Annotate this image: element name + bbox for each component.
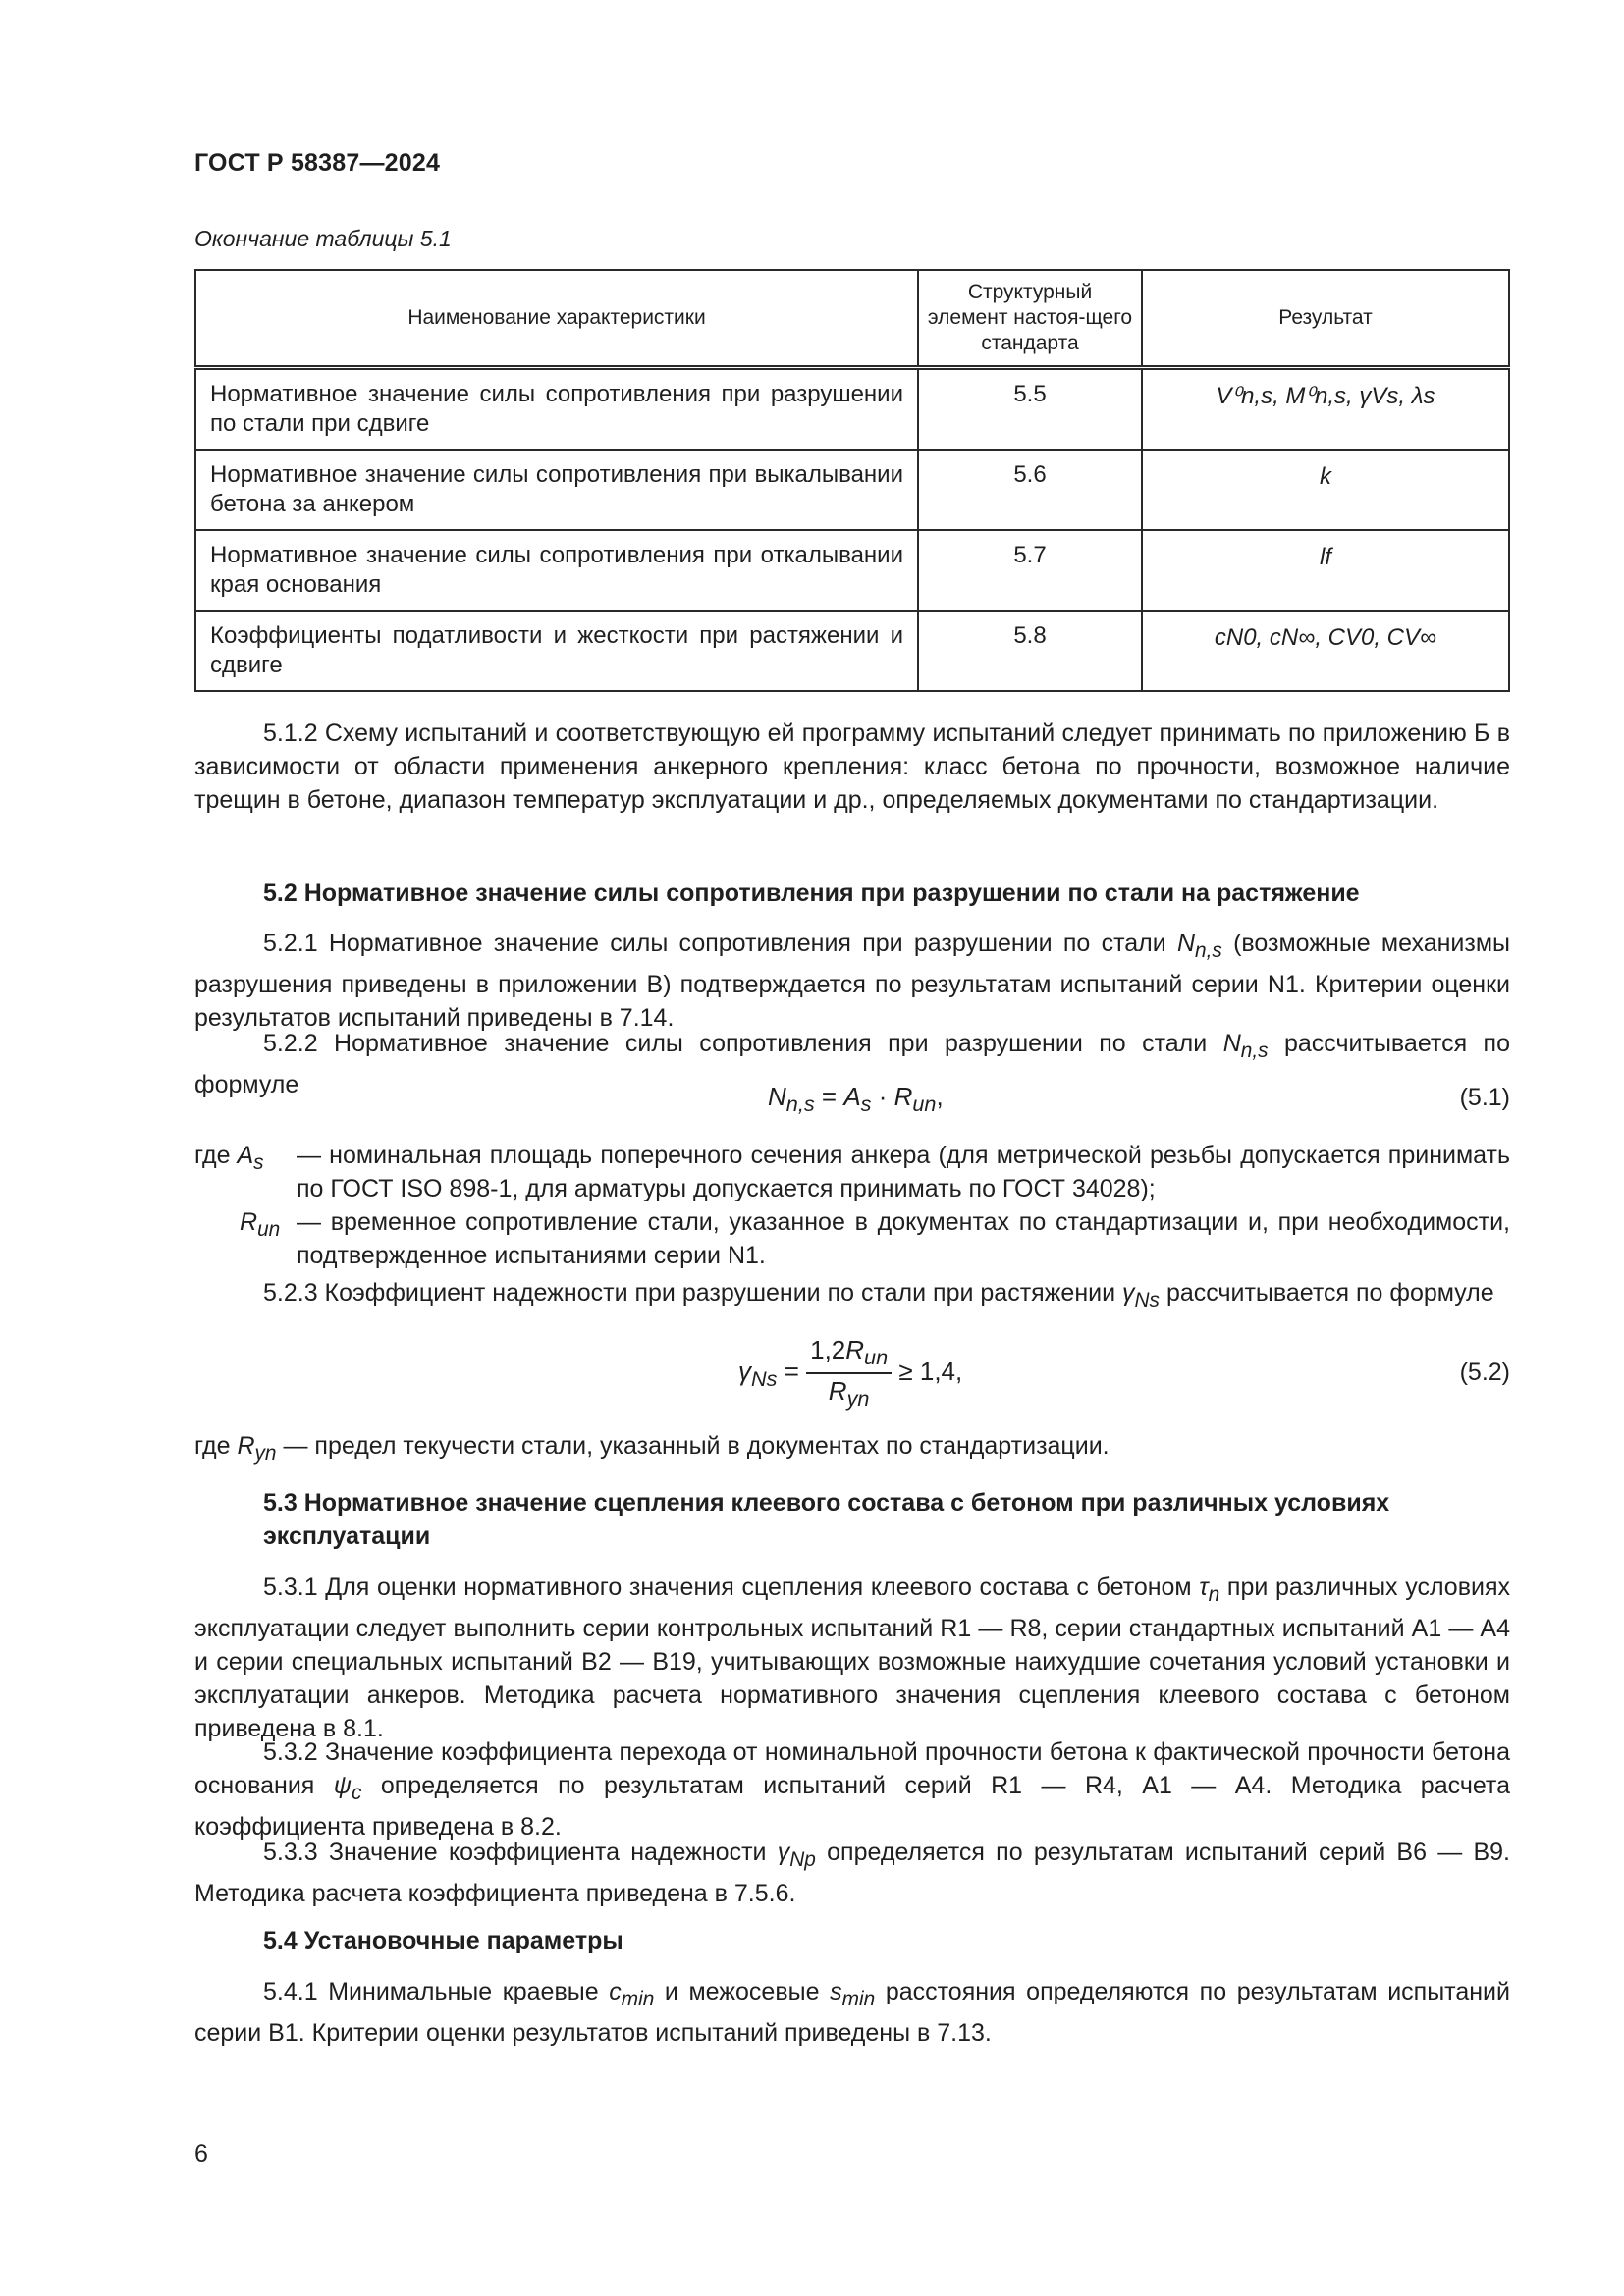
table-header-name: Наименование характеристики: [195, 270, 918, 368]
row-ref: 5.8: [918, 611, 1142, 691]
document-header: ГОСТ Р 58387—2024: [194, 149, 441, 177]
formula-number-5-1: (5.1): [1459, 1084, 1510, 1111]
paragraph-5-2-3: 5.2.3 Коэффициент надежности при разрушении по стали при растяжении $\gamma_{Ns}$ рассчитывается по формуле: [263, 1279, 1494, 1311]
table-row: [195, 611, 1509, 691]
row-result: V⁰n,s, M⁰n,s, γVs, λs: [1142, 368, 1509, 451]
paragraph-5-3-2: 5.3.2 Значение коэффициента перехода от номинальной прочности бетона к фактической прочности бетона основания $\psi_c$ определяется по результатам испытаний серий R1 — R4, А1 — А4. Методика расчета коэффициента приведена в 8.2.: [194, 1738, 1510, 1841]
table-caption: Окончание таблицы 5.1: [194, 226, 452, 251]
characteristics-table: [194, 269, 1510, 692]
row-result: k: [1142, 450, 1509, 530]
section-heading-5-3: 5.3 Нормативное значение сцепления клеевого состава с бетоном при различных условиях эксплуатации: [263, 1489, 1390, 1550]
paragraph-5-2-2: 5.2.2 Нормативное значение силы сопротивления при разрушении по стали $N_{n,s}$ рассчитывается по формуле: [194, 1030, 1510, 1098]
row-name: Нормативное значение силы сопротивления при разрушении по стали при сдвиге: [195, 368, 918, 451]
page-number: 6: [194, 2140, 208, 2167]
paragraph-5-1-2: 5.1.2 Схему испытаний и соответствующую ей программу испытаний следует принимать по приложению Б в зависимости от области применения анкерного крепления: класс бетона по прочности, возможное наличие трещин в бетоне, диапазон температур эксплуатации и др., определяемых документами по стандартизации.: [194, 720, 1510, 814]
row-name: Нормативное значение силы сопротивления при откалывании края основания: [195, 530, 918, 611]
where-ryn: где $R_{yn}$ — предел текучести стали, указанный в документах по стандартизации.: [194, 1432, 1110, 1465]
section-heading-5-2: 5.2 Нормативное значение силы сопротивления при разрушении по стали на растяжение: [263, 880, 1360, 907]
table-header-element: Структурный элемент настоя-щего стандарта: [918, 270, 1142, 368]
table-row: [195, 368, 1509, 451]
paragraph-5-3-1: 5.3.1 Для оценки нормативного значения сцепления клеевого состава с бетоном $\tau_n$ при различных условиях эксплуатации следует выполнить серии контрольных испытаний R1 — R8, серии стандартных испытаний А1 — А4 и серии специальных испытаний В2 — В19, учитывающих возможные наихудшие сочетания условий установки и эксплуатации анкеров. Методика расчета нормативного значения сцепления клеевого состава с бетоном приведена в 8.1.: [194, 1574, 1510, 1742]
table-header-result: Результат: [1142, 270, 1509, 368]
row-result: cN0, cN∞, CV0, CV∞: [1142, 611, 1509, 691]
row-ref: 5.7: [918, 530, 1142, 611]
row-name: Коэффициенты податливости и жесткости при растяжении и сдвиге: [195, 611, 918, 691]
row-name: Нормативное значение силы сопротивления при выкалывании бетона за анкером: [195, 450, 918, 530]
section-heading-5-4: 5.4 Установочные параметры: [263, 1927, 623, 1954]
formula-5-1: $N_{n,s} = A_s \cdot R_{un}$,: [768, 1082, 944, 1117]
paragraph-5-4-1: 5.4.1 Минимальные краевые $c_{min}$ и межосевые $s_{min}$ расстояния определяются по результатам испытаний серии В1. Критерии оценки результатов испытаний приведены в 7.13.: [194, 1978, 1510, 2047]
table-row: [195, 530, 1509, 611]
formula-5-2: $\gamma_{Ns}$ = $\frac{1,2R_{un}}{R_{yn}}$ ≥ 1,4,: [738, 1335, 963, 1412]
row-result: lf: [1142, 530, 1509, 611]
row-ref: 5.6: [918, 450, 1142, 530]
formula-number-5-2: (5.2): [1459, 1359, 1510, 1386]
paragraph-5-3-3: 5.3.3 Значение коэффициента надежности $\gamma_{Np}$ определяется по результатам испытаний серий В6 — В9. Методика расчета коэффициента приведена в 7.5.6.: [194, 1839, 1510, 1907]
row-ref: 5.5: [918, 368, 1142, 451]
paragraph-5-2-1: 5.2.1 Нормативное значение силы сопротивления при разрушении по стали $N_{n,s}$ (возможные механизмы разрушения приведены в приложении В) подтверждается по результатам испытаний серии N1. Критерии оценки результатов испытаний приведены в 7.14.: [194, 930, 1510, 1032]
table-row: [195, 450, 1509, 530]
